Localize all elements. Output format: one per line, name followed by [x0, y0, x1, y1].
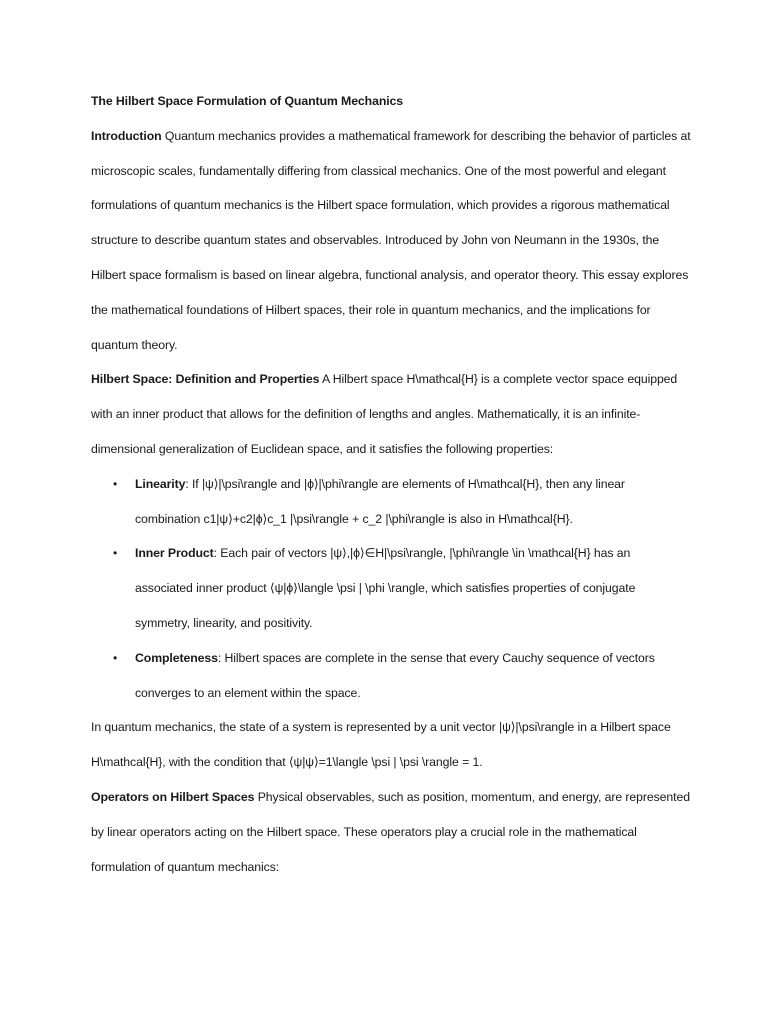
intro-text: Quantum mechanics provides a mathematical framework for describing the behavior of particles at microscopic scales, fundamentally differing from classical mechanics. One of the most powerful and elegant formulations of quantum mechanics is the Hilbert space formulation, which provides a rigorous mathematical structure to describe quantum states and observables. Introduced by John von Neumann in the 1930s, the Hilbert space formalism is based on linear algebra, functional analysis, and operator theory. This essay explores the mathematical foundations of Hilbert spaces, their role in quantum mechanics, and the implications for quantum theory.: [91, 128, 691, 352]
hilbert-definition-paragraph: [91, 362, 691, 466]
document-title: The Hilbert Space Formulation of Quantum Mechanics: [91, 94, 404, 108]
hilbert-definition-text: A Hilbert space H\mathcal{H} is a complete vector space equipped with an inner product that allows for the definition of lengths and angles. Mathematically, it is an infinite-dimensional generalization of Euclidean space, and it satisfies the following properties:: [91, 372, 678, 456]
list-item: [91, 536, 691, 640]
list-item: [91, 641, 691, 711]
operators-text: Physical observables, such as position, momentum, and energy, are represented by linear operators acting on the Hilbert space. These operators play a crucial role in the mathematical formulation of quantum mechanics:: [91, 789, 690, 874]
property-text: : Hilbert spaces are complete in the sense that every Cauchy sequence of vectors converges to an element within the space.: [135, 650, 655, 700]
bullet-icon: •: [113, 546, 118, 561]
intro-heading: Introduction: [91, 128, 162, 143]
operators-section-heading: Operators on Hilbert Spaces: [91, 789, 255, 804]
operators-paragraph: [91, 780, 691, 884]
bullet-icon: •: [113, 476, 118, 491]
property-term: Inner Product: [135, 546, 214, 561]
hilbert-section-heading: Hilbert Space: Definition and Properties: [91, 372, 320, 387]
property-text: : Each pair of vectors |ψ⟩,|ϕ⟩∈H|\psi\rangle, |\phi\rangle \in \mathcal{H} has an associated inner product ⟨ψ|ϕ⟩\langle \psi | \phi \rangle, which satisfies properties of conjugate symmetry, linearity, and positivity.: [135, 546, 636, 630]
intro-paragraph: [91, 119, 691, 363]
property-term: Linearity: [135, 476, 186, 491]
bullet-icon: •: [113, 650, 118, 665]
state-paragraph: In quantum mechanics, the state of a system is represented by a unit vector |ψ⟩|\psi\rangle in a Hilbert space H\mathcal{H}, with the condition that ⟨ψ|ψ⟩=1\langle \psi | \psi \rangle = 1.: [91, 720, 671, 770]
list-item: [91, 467, 691, 537]
property-text: : If |ψ⟩|\psi\rangle and |ϕ⟩|\phi\rangle are elements of H\mathcal{H}, then any linear combination c1|ψ⟩+c2|ϕ⟩c_1 |\psi\rangle + c_2 |\phi\rangle is also in H\mathcal{H}.: [135, 476, 625, 526]
document-body: [91, 84, 691, 884]
properties-list: [91, 467, 691, 711]
property-term: Completeness: [135, 650, 218, 665]
